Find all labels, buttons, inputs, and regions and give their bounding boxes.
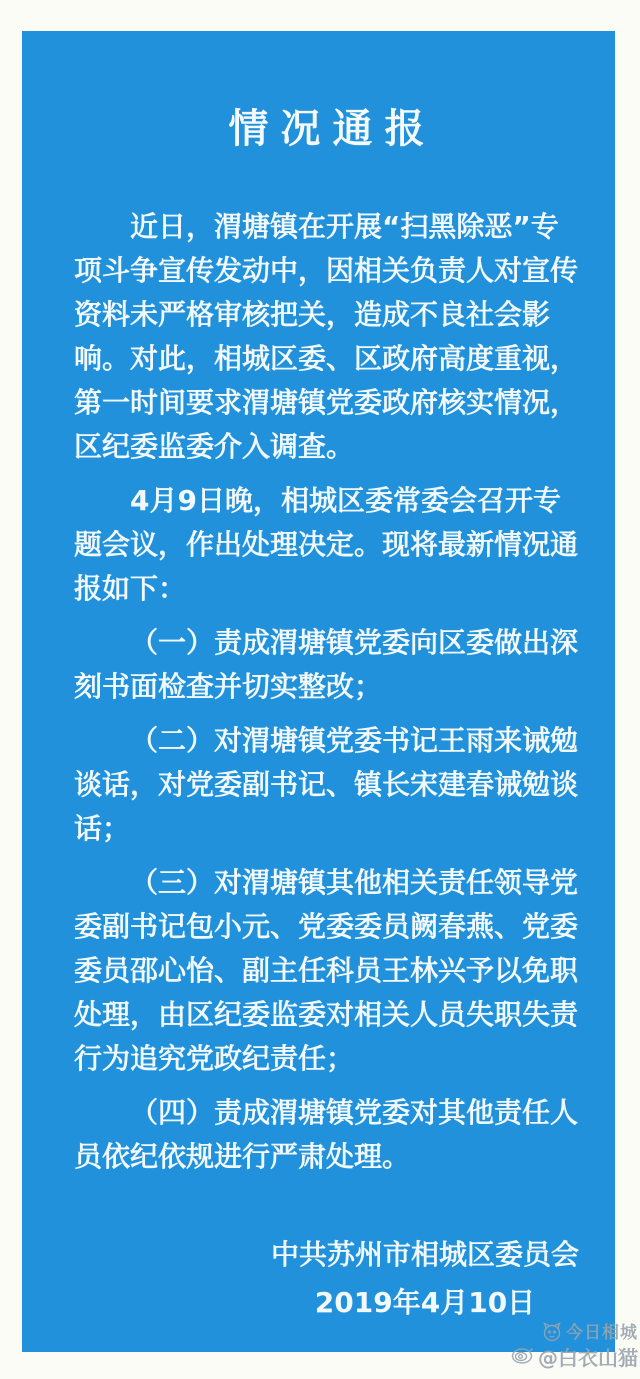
notice-item-1: （一）责成渭塘镇党委向区委做出深刻书面检查并切实整改； [74,626,579,703]
watermark [506,1322,638,1368]
notice-card [22,31,615,1352]
notice-item-2: （二）对渭塘镇党委书记王雨来诫勉谈话，对党委副书记、镇长宋建春诫勉谈话； [74,724,579,845]
signature-date: 2019年4月10日 [314,1286,536,1319]
notice-body [74,205,579,1179]
cat-face-icon [541,1322,563,1345]
watermark-source-label: 今日相城 [566,1323,638,1343]
watermark-source-row [506,1322,638,1345]
notice-paragraph-meeting: 4月9日晚，相城区委常委会召开专题会议，作出处理决定。现将最新情况通报如下： [74,484,579,605]
notice-paragraph-intro: 近日，渭塘镇在开展“扫黑除恶”专项斗争宣传发动中，因相关负责人对宣传资料未严格审核把关，造成不良社会影响。对此，相城区委、区政府高度重视，第一时间要求渭塘镇党委政府核实情况，区纪委监委介入调查。 [74,210,579,463]
notice-item-3: （三）对渭塘镇其他相关责任领导党委副书记包小元、党委委员阙春燕、党委委员邵心怡、副主任科员王林兴予以免职处理，由区纪委监委对相关人员失职失责行为追究党政纪责任； [74,866,579,1075]
watermark-account-row [506,1345,638,1368]
notice-item-4: （四）责成渭塘镇党委对其他责任人员依纪依规进行严肃处理。 [74,1096,579,1173]
signature-block [271,1231,579,1327]
notice-title: 情况通报 [228,106,437,152]
signature-committee: 中共苏州市相城区委员会 [270,1238,579,1271]
curled-cat-icon [511,1346,535,1367]
watermark-account-label: @白衣山猫 [538,1346,638,1370]
